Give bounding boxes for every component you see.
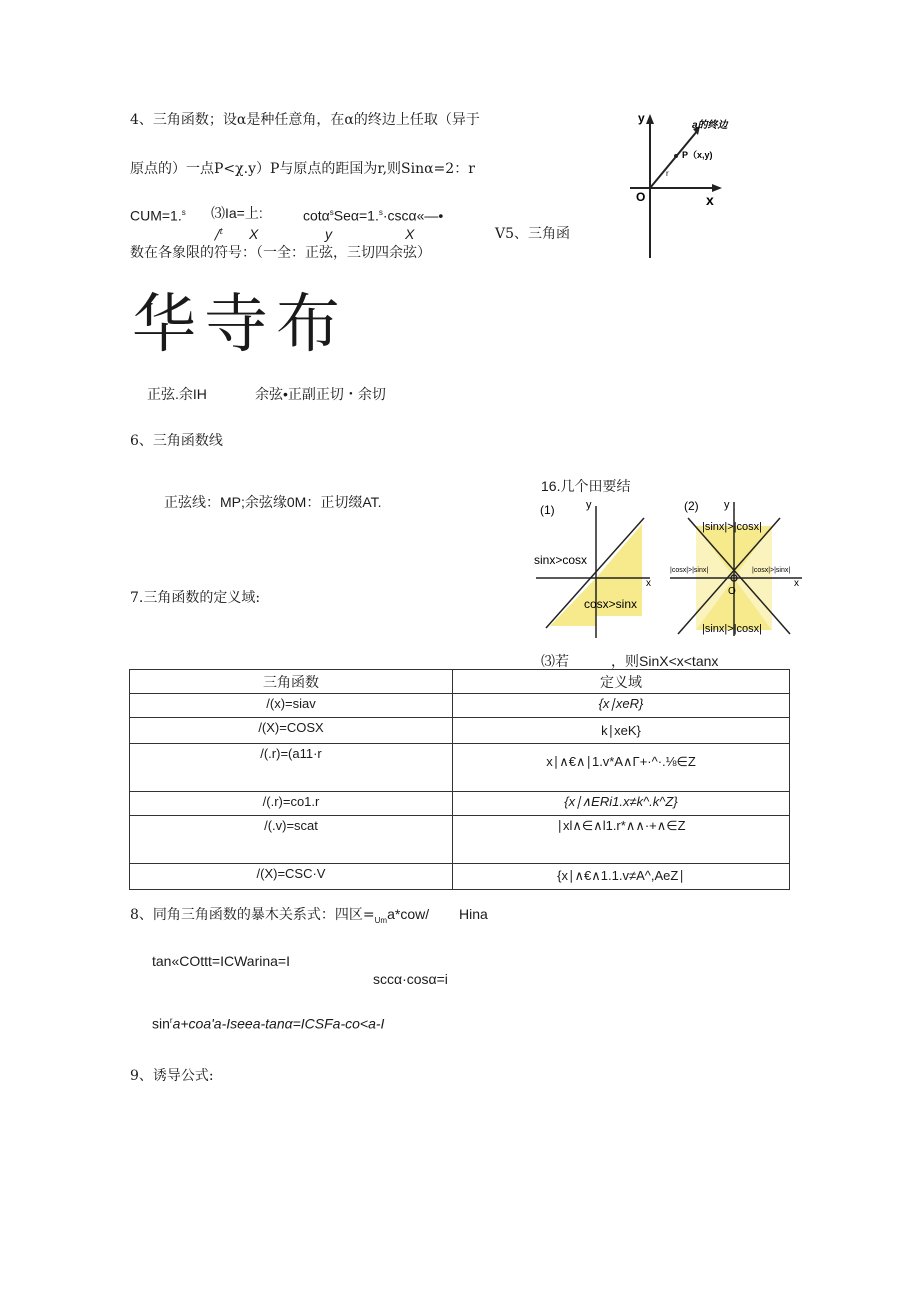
x-axis-arrow bbox=[712, 184, 722, 192]
table-row bbox=[130, 792, 790, 816]
section4-line3c: cotα$^s$Seα=1.$^s$·cscα«—• bbox=[303, 207, 444, 224]
table-cell-domain: x∣∧€∧∣1.v*A∧Γ+·^·.⅛∈Z bbox=[453, 744, 790, 792]
terminal-label: a的终边 bbox=[692, 120, 728, 131]
section4-line4d: X bbox=[405, 226, 415, 242]
point-label: P（x,y) bbox=[682, 150, 713, 160]
table-header-row bbox=[130, 670, 790, 694]
table-cell-domain: k∣xeK} bbox=[453, 718, 790, 744]
section16-item3: ⑶若 ，则SinX<x<tanx bbox=[541, 653, 719, 669]
origin-label: O bbox=[636, 190, 646, 204]
table-row bbox=[130, 694, 790, 718]
table-cell-domain: {x∣xeR} bbox=[453, 694, 790, 718]
x-axis-label: x bbox=[706, 192, 714, 208]
table-cell-function: /(x)=siav bbox=[130, 694, 453, 718]
terminal-side-figure bbox=[620, 108, 780, 263]
point-p bbox=[674, 154, 678, 158]
table-row bbox=[130, 816, 790, 864]
signs-caption-b: 余弦•正副正切・余切 bbox=[255, 386, 386, 402]
section6-title: 6、三角函数线 bbox=[130, 433, 223, 449]
section8-line2: sccα·cosα=i bbox=[373, 971, 448, 987]
y-axis-arrow bbox=[646, 114, 654, 124]
section4-line2: 原点的）一点P<χ.y）P与原点的距国为r,则Sinα=2：r bbox=[130, 161, 475, 177]
table-header-function: 三角函数 bbox=[130, 670, 453, 694]
table-cell-function: /(X)=CSC·V bbox=[130, 864, 453, 890]
section4-line4c: y bbox=[325, 226, 332, 242]
section4-line3a: CUM=1.$^s$ bbox=[130, 207, 186, 224]
table-row bbox=[130, 864, 790, 890]
sin-cos-figure-2 bbox=[668, 496, 808, 642]
fig2-left-label: |cosx|>|sinx| bbox=[670, 567, 709, 574]
section16-title: 16.几个田要结 bbox=[541, 478, 631, 494]
table-cell-domain: {x∣∧ERi1.x≠k^.k^Z} bbox=[453, 792, 790, 816]
section8-title: 8、同角三角函数的暴木关系式：四区$=_{Um}a*cow/$ bbox=[130, 906, 430, 925]
r-label: r bbox=[666, 169, 669, 178]
table-cell-function: /(.r)=(a11·r bbox=[130, 744, 453, 792]
fig2-y-label: y bbox=[724, 499, 730, 511]
quadrant-sign-characters: 华寺布 bbox=[132, 288, 348, 362]
section7-title: 7.三角函数的定义域: bbox=[130, 590, 261, 606]
table-cell-domain: {x∣∧€∧1.1.v≠A^,AeZ∣ bbox=[453, 864, 790, 890]
fig2-label: (2) bbox=[684, 499, 699, 513]
table-cell-domain: ∣xl∧∈∧l1.r*∧∧·+∧∈Z bbox=[453, 816, 790, 864]
section8-title-c: Hina bbox=[459, 906, 488, 922]
fig1-y-label: y bbox=[586, 499, 592, 511]
section4-line5: 数在各象限的符号：（一全：正弦，三切四余弦） bbox=[130, 245, 431, 261]
domain-table bbox=[129, 669, 790, 890]
section9-title: 9、诱导公式: bbox=[130, 1068, 214, 1084]
table-header-domain: 定义域 bbox=[453, 670, 790, 694]
fig1-upper-label: sinx>cosx bbox=[534, 553, 588, 567]
fig1-label: (1) bbox=[540, 503, 555, 517]
section8-line1: tan«COttt=ICWarina=I bbox=[152, 953, 290, 969]
section4-line4a: /$^t$ bbox=[215, 227, 223, 244]
table-cell-function: /(.r)=co1.r bbox=[130, 792, 453, 816]
section4-line4e: V5、三角函 bbox=[495, 226, 571, 242]
table-row bbox=[130, 744, 790, 792]
table-row bbox=[130, 718, 790, 744]
signs-caption-a: 正弦.余IH bbox=[147, 386, 207, 402]
table-cell-function: /(X)=COSX bbox=[130, 718, 453, 744]
fig2-top-label: |sinx|>|cosx| bbox=[702, 521, 763, 533]
fig2-right-label: |cosx|>|sinx| bbox=[752, 567, 791, 574]
fig1-x-label: x bbox=[646, 578, 651, 589]
y-axis-label: y bbox=[638, 111, 645, 125]
fig2-x-label: x bbox=[794, 578, 799, 589]
section4-line3b: ⑶Ia=上: bbox=[211, 205, 263, 221]
fig1-lower-label: cosx>sinx bbox=[584, 597, 638, 611]
sin-cos-figure-1 bbox=[532, 496, 660, 642]
fig2-bottom-label: |sinx|>|cosx| bbox=[702, 623, 763, 635]
section8-line3: $\sin^ra+coa'a-Iseea-\tan\alpha=ICSFa-co<a-I$ bbox=[152, 1015, 385, 1032]
section6-lines: 正弦线：MP;余弦缘0M：正切缀AT. bbox=[164, 494, 382, 510]
section4-line1: 4、三角函数；设α是种任意角，在α的终边上任取（异于 bbox=[130, 112, 480, 128]
table-cell-function: /(.v)=scat bbox=[130, 816, 453, 864]
fig2-origin-label: O bbox=[728, 586, 736, 597]
section4-line4b: X bbox=[249, 226, 259, 242]
